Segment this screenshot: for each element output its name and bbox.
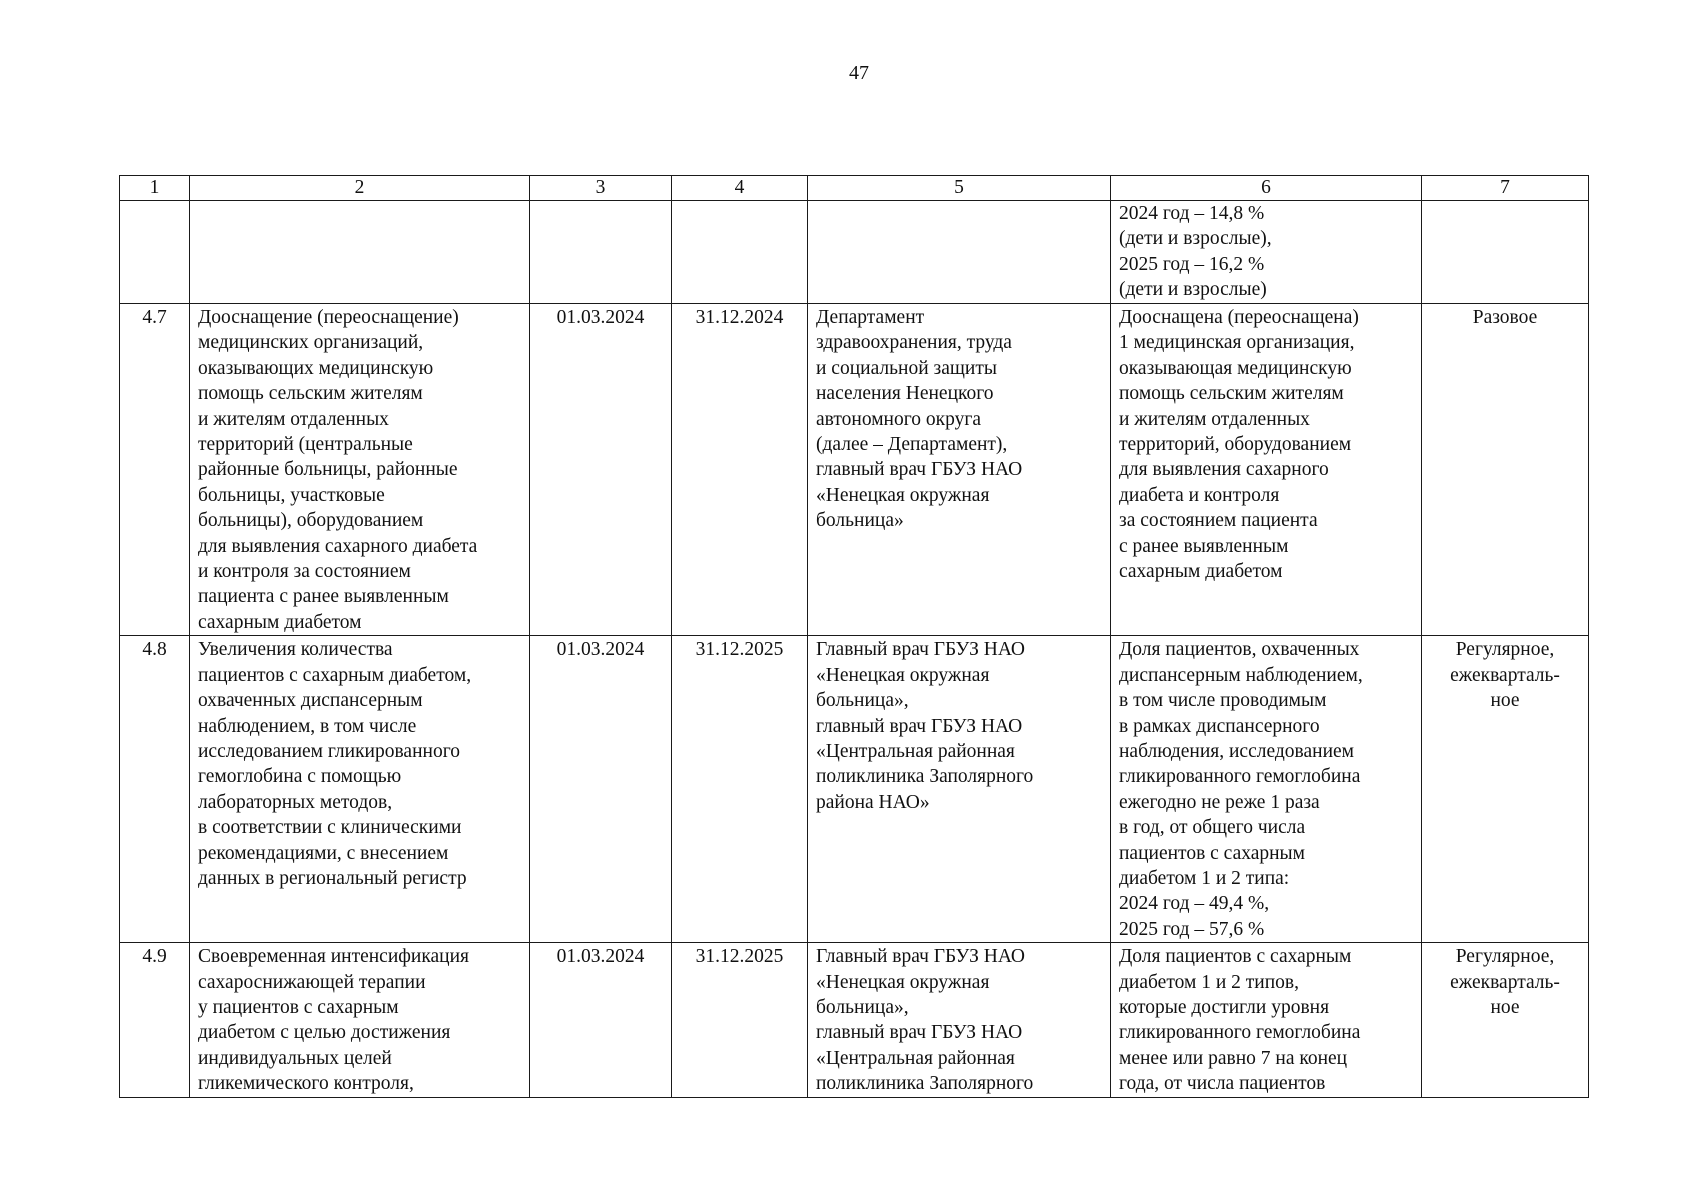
table-row <box>120 943 1589 1097</box>
row-number-cell: 4.7 <box>120 304 190 636</box>
column-number-4: 4 <box>672 176 808 201</box>
start-date-cell: 01.03.2024 <box>530 304 672 636</box>
row-number-cell: 4.8 <box>120 636 190 943</box>
frequency-cell: Регулярное, ежекварталь- ное <box>1422 636 1589 943</box>
end-date-cell: 31.12.2025 <box>672 943 808 1097</box>
end-date-cell <box>672 201 808 304</box>
table-row <box>120 636 1589 943</box>
column-number-row <box>120 176 1589 201</box>
column-number-7: 7 <box>1422 176 1589 201</box>
page-number: 47 <box>849 62 869 84</box>
frequency-cell: Регулярное, ежекварталь- ное <box>1422 943 1589 1097</box>
responsible-cell: Департамент здравоохранения, труда и социальной защиты населения Ненецкого автономного округа (далее – Департамент), главный врач ГБУЗ НАО «Ненецкая окружная больница» <box>808 304 1111 636</box>
result-cell: Доля пациентов с сахарным диабетом 1 и 2 типов, которые достигли уровня гликированного гемоглобина менее или равно 7 на конец года, от числа пациентов <box>1111 943 1422 1097</box>
column-number-6: 6 <box>1111 176 1422 201</box>
frequency-cell <box>1422 201 1589 304</box>
measures-table <box>119 175 1589 1098</box>
result-cell: 2024 год – 14,8 % (дети и взрослые), 2025 год – 16,2 % (дети и взрослые) <box>1111 201 1422 304</box>
column-number-1: 1 <box>120 176 190 201</box>
row-number-cell: 4.9 <box>120 943 190 1097</box>
responsible-cell: Главный врач ГБУЗ НАО «Ненецкая окружная больница», главный врач ГБУЗ НАО «Центральная районная поликлиника Заполярного <box>808 943 1111 1097</box>
measure-cell: Дооснащение (переоснащение) медицинских организаций, оказывающих медицинскую помощь сельским жителям и жителям отдаленных территорий (центральные районные больницы, районные больницы, участковые больницы), оборудованием для выявления сахарного диабета и контроля за состоянием пациента с ранее выявленным сахарным диабетом <box>190 304 530 636</box>
measure-cell: Увеличения количества пациентов с сахарным диабетом, охваченных диспансерным наблюдением, в том числе исследованием гликированного гемоглобина с помощью лабораторных методов, в соответствии с клиническими рекомендациями, с внесением данных в региональный регистр <box>190 636 530 943</box>
row-number-cell <box>120 201 190 304</box>
frequency-cell: Разовое <box>1422 304 1589 636</box>
measure-cell: Своевременная интенсификация сахароснижающей терапии у пациентов с сахарным диабетом с целью достижения индивидуальных целей гликемического контроля, <box>190 943 530 1097</box>
table-row <box>120 304 1589 636</box>
responsible-cell <box>808 201 1111 304</box>
result-cell: Доля пациентов, охваченных диспансерным наблюдением, в том числе проводимым в рамках диспансерного наблюдения, исследованием гликированного гемоглобина ежегодно не реже 1 раза в год, от общего числа пациентов с сахарным диабетом 1 и 2 типа: 2024 год – 49,4 %, 2025 год – 57,6 % <box>1111 636 1422 943</box>
start-date-cell: 01.03.2024 <box>530 943 672 1097</box>
column-number-3: 3 <box>530 176 672 201</box>
column-number-5: 5 <box>808 176 1111 201</box>
column-number-2: 2 <box>190 176 530 201</box>
table-row <box>120 201 1589 304</box>
end-date-cell: 31.12.2025 <box>672 636 808 943</box>
result-cell: Дооснащена (переоснащена) 1 медицинская организация, оказывающая медицинскую помощь сельским жителям и жителям отдаленных территорий, оборудованием для выявления сахарного диабета и контроля за состоянием пациента с ранее выявленным сахарным диабетом <box>1111 304 1422 636</box>
start-date-cell: 01.03.2024 <box>530 636 672 943</box>
end-date-cell: 31.12.2024 <box>672 304 808 636</box>
measures-table-wrapper <box>119 175 1588 1098</box>
responsible-cell: Главный врач ГБУЗ НАО «Ненецкая окружная больница», главный врач ГБУЗ НАО «Центральная районная поликлиника Заполярного района НАО» <box>808 636 1111 943</box>
start-date-cell <box>530 201 672 304</box>
measure-cell <box>190 201 530 304</box>
